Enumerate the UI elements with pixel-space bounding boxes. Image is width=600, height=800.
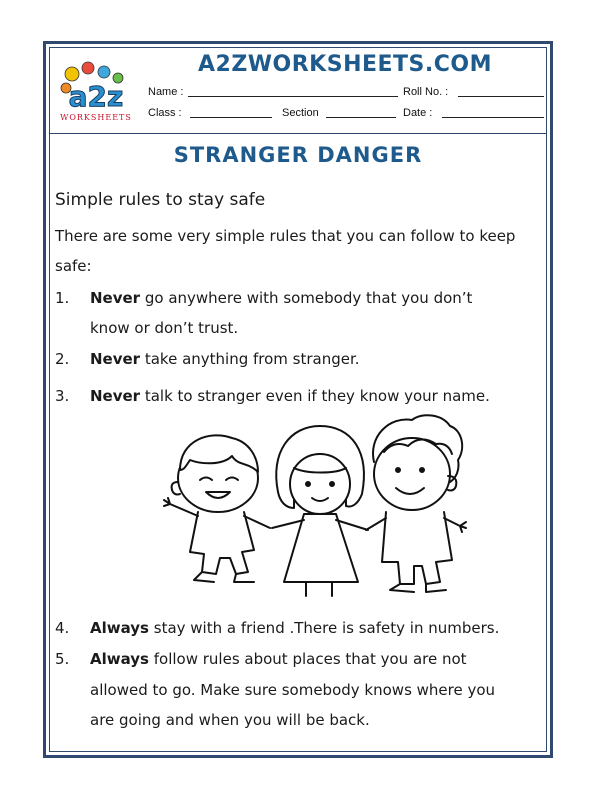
class-label: Class : [148,107,182,119]
rule-text: take anything from stranger. [140,350,360,368]
intro-line-1: There are some very simple rules that you can follow to keep [55,227,516,245]
left-boy-drawing [164,435,270,582]
rule-number: 2. [55,350,70,368]
rule-text: stay with a friend .There is safety in numbers. [148,619,500,637]
children-holding-hands-illustration [160,412,470,600]
rule-keyword: Never [90,387,141,405]
rule-item [90,649,467,669]
rule-keyword: Never [90,289,141,307]
section-label: Section [282,107,319,119]
a2z-logo [52,58,140,124]
rule-text: follow rules about places that you are not [148,650,467,668]
rule-number: 3. [55,387,70,405]
rule-number: 1. [55,289,70,307]
rule-text-continued: know or don’t trust. [90,319,239,337]
right-boy-drawing [366,415,466,592]
header-divider [49,133,547,134]
rule-keyword: Never [90,350,141,368]
rule-item [90,386,490,406]
rule-text: go anywhere with somebody that you don’t [140,289,473,307]
rule-keyword: Always [90,650,149,668]
site-title: A2ZWORKSHEETS.COM [197,52,492,77]
worksheet-title: STRANGER DANGER [173,143,423,167]
rule-number: 5. [55,650,70,668]
rule-text: talk to stranger even if they know your name. [140,387,490,405]
intro-line-2: safe: [55,257,92,275]
rule-text-continued: are going and when you will be back. [90,711,370,729]
middle-girl-drawing [272,426,368,596]
logo-text: a2z [68,80,124,113]
rule-item [90,288,472,308]
roll-label: Roll No. : [403,86,449,98]
rule-number: 4. [55,619,70,637]
date-label: Date : [403,107,433,119]
rule-item [90,349,360,369]
rule-item [90,618,499,638]
name-label: Name : [148,86,184,98]
subheading: Simple rules to stay safe [55,190,266,210]
rule-text-continued: allowed to go. Make sure somebody knows where you [90,681,496,699]
logo-subtext: WORKSHEETS [60,113,132,122]
rule-keyword: Always [90,619,149,637]
